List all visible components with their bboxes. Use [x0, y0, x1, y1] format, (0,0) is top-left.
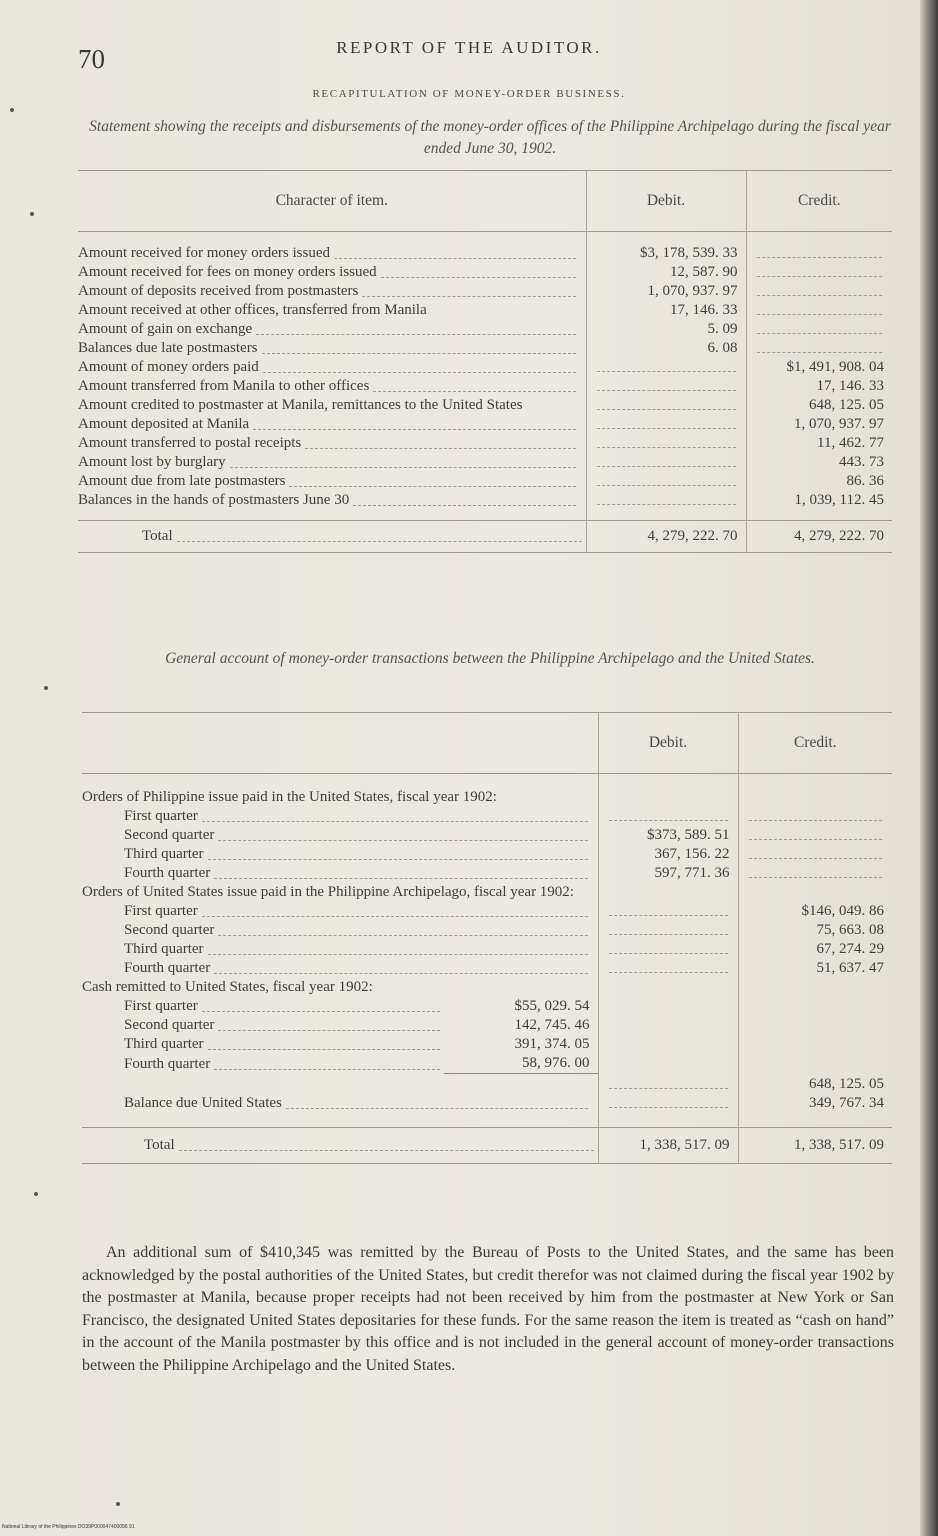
table1-row	[78, 282, 892, 301]
margin-speck	[116, 1502, 120, 1506]
item-label	[124, 826, 592, 845]
table1-row	[78, 244, 892, 263]
table1-row	[78, 358, 892, 377]
table1-row	[78, 396, 892, 415]
quarter-row	[82, 826, 892, 845]
item-text: Balance due United States	[124, 1095, 282, 1111]
item-text: Amount of gain on exchange	[78, 321, 253, 337]
group-heading-text: Cash remitted to United States, fiscal year 1902:	[82, 979, 373, 995]
table1-row	[78, 320, 892, 339]
table2-total-credit: 1, 338, 517. 09	[738, 1128, 892, 1164]
item-text: Third quarter	[124, 941, 204, 957]
group-heading	[82, 883, 590, 902]
quarter-row	[82, 940, 892, 959]
remittance-credit-total: 648, 125. 05	[738, 1074, 892, 1095]
section-title: RECAPITULATION OF MONEY-ORDER BUSINESS.	[312, 88, 626, 100]
table1-total-row	[142, 527, 586, 546]
credit-value-blank	[746, 339, 892, 358]
item-text: Second quarter	[124, 1017, 215, 1033]
remittance-amount: 391, 374. 05	[514, 1036, 590, 1052]
remittance-amount: $55, 029. 54	[514, 998, 590, 1014]
item-label	[124, 959, 592, 978]
item-text: Amount received for fees on money orders issued	[78, 264, 377, 280]
remittance-total-row	[82, 1074, 892, 1095]
credit-value: 1, 070, 937. 97	[746, 415, 892, 434]
table1-row	[78, 453, 892, 472]
credit-value-blank	[738, 864, 892, 883]
col-description-blank	[82, 713, 598, 774]
item-label	[78, 301, 580, 320]
credit-value: 75, 663. 08	[738, 921, 892, 940]
scan-footer: National Library of the Philippines DO39P000047400056 91	[2, 1524, 135, 1530]
credit-value: 1, 039, 112. 45	[746, 491, 892, 510]
col-character-of-item: Character of item.	[275, 192, 388, 209]
item-label	[78, 453, 580, 472]
debit-value-blank	[598, 902, 738, 921]
item-label	[124, 940, 592, 959]
explanatory-paragraph: An additional sum of $410,345 was remitted by the Bureau of Posts to the United States, and the same has been acknowledged by the postal authorities of the United States, but credit therefor was not claimed during the fiscal year 1902 by the postmaster at Manila, because proper receipts had not been received by him from the postmaster at New York or San Francisco, the designated United States depositaries for these funds. For the same reason the item is treated as “cash on hand” in the account of the Manila postmaster by this office and is not included in the general account of money-order transactions between the Philippine Archipelago and the United States.	[82, 1244, 894, 1374]
credit-value-blank	[746, 263, 892, 282]
table1-row	[78, 434, 892, 453]
item-text: Fourth quarter	[124, 865, 211, 881]
item-text: Amount transferred from Manila to other offices	[78, 378, 370, 394]
credit-value-blank	[746, 244, 892, 263]
item-text: Amount lost by burglary	[78, 454, 226, 470]
item-label	[78, 434, 580, 453]
col-debit: Debit.	[598, 713, 738, 774]
item-label	[78, 320, 580, 339]
quarter-row	[82, 959, 892, 978]
debit-value: 1, 070, 937. 97	[586, 282, 746, 301]
table1-row	[78, 339, 892, 358]
debit-value-blank	[598, 807, 738, 826]
debit-value-blank	[586, 472, 746, 491]
debit-value: 367, 156. 22	[598, 845, 738, 864]
remittance-row	[82, 997, 892, 1016]
table1-row	[78, 491, 892, 510]
credit-value-blank	[746, 282, 892, 301]
quarter-row	[82, 902, 892, 921]
credit-value: 86. 36	[746, 472, 892, 491]
credit-value-blank	[738, 826, 892, 845]
item-text: Amount deposited at Manila	[78, 416, 250, 432]
credit-value-blank	[738, 845, 892, 864]
table1-total-credit: 4, 279, 222. 70	[746, 521, 892, 553]
quarter-row	[82, 864, 892, 883]
table1-total-debit: 4, 279, 222. 70	[586, 521, 746, 553]
remittance-amount: 142, 745. 46	[514, 1017, 590, 1033]
debit-value: 597, 771. 36	[598, 864, 738, 883]
item-label	[78, 472, 580, 491]
item-text: Amount credited to postmaster at Manila, remittances to the United States	[78, 397, 523, 413]
quarter-row	[82, 807, 892, 826]
debit-value-blank	[586, 358, 746, 377]
item-text: Balances due late postmasters	[78, 340, 258, 356]
item-text: Third quarter	[124, 1036, 204, 1052]
item-text: Second quarter	[124, 827, 215, 843]
item-text: Third quarter	[124, 846, 204, 862]
margin-speck	[44, 686, 48, 690]
remittance-row	[82, 1035, 892, 1054]
table1-row	[78, 415, 892, 434]
credit-value: $146, 049. 86	[738, 902, 892, 921]
item-label	[78, 415, 580, 434]
item-label	[78, 263, 580, 282]
item-text: Amount transferred to postal receipts	[78, 435, 302, 451]
group-heading	[82, 788, 590, 807]
debit-value-blank	[586, 415, 746, 434]
total-label: Total	[144, 1137, 175, 1153]
debit-value: $3, 178, 539. 33	[586, 244, 746, 263]
debit-value-blank	[586, 434, 746, 453]
col-credit: Credit.	[746, 171, 892, 232]
item-text: Amount received at other offices, transferred from Manila	[78, 302, 427, 318]
item-label	[124, 902, 592, 921]
credit-value: 67, 274. 29	[738, 940, 892, 959]
credit-value: 11, 462. 77	[746, 434, 892, 453]
item-text: Amount due from late postmasters	[78, 473, 286, 489]
item-text: First quarter	[124, 808, 198, 824]
credit-value-blank	[738, 807, 892, 826]
group-heading-text: Orders of United States issue paid in the Philippine Archipelago, fiscal year 1902:	[82, 884, 574, 900]
debit-value: 12, 587. 90	[586, 263, 746, 282]
quarter-row	[82, 845, 892, 864]
balance-row	[82, 1094, 892, 1113]
item-text: Fourth quarter	[124, 1055, 211, 1072]
credit-value: 349, 767. 34	[738, 1094, 892, 1113]
debit-value-blank	[598, 940, 738, 959]
debit-value-blank	[598, 959, 738, 978]
group-heading-text: Orders of Philippine issue paid in the United States, fiscal year 1902:	[82, 789, 497, 805]
page-number: 70	[78, 44, 105, 74]
item-label	[78, 282, 580, 301]
item-label	[78, 358, 580, 377]
col-credit: Credit.	[738, 713, 892, 774]
table1-caption: Statement showing the receipts and disbursements of the money-order offices of the Philippine Archipelago during the fiscal year ended June 30, 1902.	[89, 118, 891, 157]
credit-value: 443. 73	[746, 453, 892, 472]
item-label	[124, 1094, 592, 1113]
table1-row	[78, 301, 892, 320]
table2-total-row	[144, 1136, 598, 1155]
general-account-table	[82, 712, 892, 1165]
credit-value-blank	[746, 320, 892, 339]
item-text: Amount received for money orders issued	[78, 245, 331, 261]
credit-value: 17, 146. 33	[746, 377, 892, 396]
item-label	[78, 396, 580, 415]
table2-caption: General account of money-order transactions between the Philippine Archipelago and the United States.	[165, 650, 815, 667]
item-text: Fourth quarter	[124, 960, 211, 976]
margin-speck	[34, 1192, 38, 1196]
debit-value: 6. 08	[586, 339, 746, 358]
group-heading-row	[82, 978, 892, 997]
debit-value-blank	[598, 921, 738, 940]
item-text: Balances in the hands of postmasters June 30	[78, 492, 350, 508]
credit-value-blank	[746, 301, 892, 320]
debit-value: 5. 09	[586, 320, 746, 339]
total-label: Total	[142, 528, 173, 544]
table1-row	[78, 263, 892, 282]
debit-value: 17, 146. 33	[586, 301, 746, 320]
debit-value-blank	[598, 1094, 738, 1113]
col-debit: Debit.	[586, 171, 746, 232]
book-binding-edge	[920, 0, 938, 1536]
item-text: Amount of money orders paid	[78, 359, 259, 375]
debit-value-blank	[586, 396, 746, 415]
item-text: Second quarter	[124, 922, 215, 938]
item-label	[78, 491, 580, 510]
group-heading-row	[82, 883, 892, 902]
remittance-row	[82, 1016, 892, 1035]
debit-value-blank	[586, 377, 746, 396]
item-label	[124, 1035, 444, 1054]
debit-value-blank	[586, 491, 746, 510]
running-title: REPORT OF THE AUDITOR.	[336, 38, 602, 57]
credit-value: $1, 491, 908. 04	[746, 358, 892, 377]
item-text: First quarter	[124, 903, 198, 919]
quarter-row	[82, 921, 892, 940]
remittance-amount: 58, 976. 00	[444, 1054, 598, 1074]
item-text: Amount of deposits received from postmasters	[78, 283, 359, 299]
debit-value-blank	[586, 453, 746, 472]
table1-row	[78, 472, 892, 491]
group-heading-row	[82, 788, 892, 807]
item-label	[78, 339, 580, 358]
table1-row	[78, 377, 892, 396]
credit-value: 51, 637. 47	[738, 959, 892, 978]
item-label	[124, 864, 592, 883]
item-label	[124, 845, 592, 864]
item-label	[124, 921, 592, 940]
item-label	[124, 1016, 444, 1035]
receipts-disbursements-table	[78, 170, 892, 554]
item-label	[124, 997, 444, 1016]
remittance-row	[82, 1054, 892, 1074]
group-heading	[82, 978, 590, 997]
item-label	[124, 1055, 444, 1074]
item-label	[124, 807, 592, 826]
item-label	[78, 377, 580, 396]
credit-value: 648, 125. 05	[746, 396, 892, 415]
debit-value: $373, 589. 51	[598, 826, 738, 845]
margin-speck	[10, 108, 14, 112]
item-text: First quarter	[124, 998, 198, 1014]
margin-speck	[30, 212, 34, 216]
table2-total-debit: 1, 338, 517. 09	[598, 1128, 738, 1164]
item-label	[78, 244, 580, 263]
